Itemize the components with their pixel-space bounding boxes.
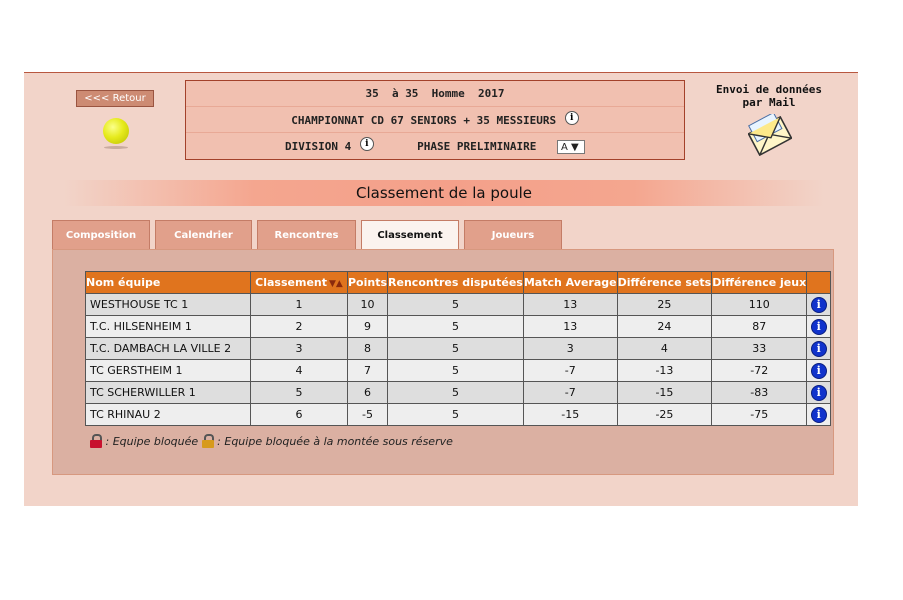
team-rank: 3: [251, 338, 348, 360]
team-diff-games: -75: [712, 404, 807, 426]
team-info-icon[interactable]: i: [811, 319, 827, 335]
table-header-row: [86, 272, 831, 294]
division-info-icon[interactable]: i: [360, 137, 374, 151]
sort-arrows-icon[interactable]: ▼▲: [329, 279, 343, 289]
team-rank: 2: [251, 316, 348, 338]
team-diff-games: 33: [712, 338, 807, 360]
tab-joueurs[interactable]: Joueurs: [464, 220, 562, 249]
title-band: [64, 180, 824, 206]
competition-category-text: 35 à 35 Homme 2017: [365, 87, 505, 100]
team-info-icon[interactable]: i: [811, 341, 827, 357]
col-header-points-label: Points: [348, 276, 388, 289]
team-points: 10: [348, 294, 388, 316]
team-points: 7: [348, 360, 388, 382]
team-played: 5: [388, 360, 524, 382]
team-info-cell: [807, 404, 831, 426]
phase-label: PHASE PRELIMINAIRE: [417, 140, 537, 153]
table-row: [86, 338, 831, 360]
tab-calendrier[interactable]: Calendrier: [155, 220, 252, 249]
team-diff-sets: -13: [617, 360, 712, 382]
team-info-cell: [807, 360, 831, 382]
team-points: 8: [348, 338, 388, 360]
team-played: 5: [388, 382, 524, 404]
team-diff-games: -72: [712, 360, 807, 382]
team-points: -5: [348, 404, 388, 426]
page-title: Classement de la poule: [356, 184, 532, 202]
team-info-cell: [807, 294, 831, 316]
team-played: 5: [388, 294, 524, 316]
championship-name: CHAMPIONNAT CD 67 SENIORS + 35 MESSIEURS: [291, 114, 557, 127]
team-match-average: 3: [523, 338, 617, 360]
team-name: WESTHOUSE TC 1: [86, 294, 251, 316]
header-separator: [186, 106, 684, 107]
team-match-average: 13: [523, 316, 617, 338]
team-match-average: 13: [523, 294, 617, 316]
tennis-ball-shadow: [104, 146, 128, 149]
team-played: 5: [388, 338, 524, 360]
col-header-points: [348, 272, 388, 294]
team-match-average: -15: [523, 404, 617, 426]
team-played: 5: [388, 404, 524, 426]
col-header-team: [86, 272, 251, 294]
team-name: TC RHINAU 2: [86, 404, 251, 426]
team-info-icon[interactable]: i: [811, 297, 827, 313]
back-button[interactable]: <<< Retour: [76, 90, 154, 107]
team-diff-sets: 24: [617, 316, 712, 338]
header-separator: [186, 132, 684, 133]
col-header-rank[interactable]: [251, 272, 348, 294]
col-header-info: [807, 272, 831, 294]
team-name: T.C. DAMBACH LA VILLE 2: [86, 338, 251, 360]
team-info-cell: [807, 382, 831, 404]
send-data-mail-label: [704, 83, 834, 109]
team-diff-sets: 25: [617, 294, 712, 316]
team-name: TC GERSTHEIM 1: [86, 360, 251, 382]
col-header-diff-games: [712, 272, 807, 294]
col-header-diff-sets-label: Différence sets: [617, 276, 712, 289]
team-points: 9: [348, 316, 388, 338]
tab-classement[interactable]: Classement: [361, 220, 459, 250]
team-rank: 5: [251, 382, 348, 404]
team-diff-games: 87: [712, 316, 807, 338]
team-rank: 1: [251, 294, 348, 316]
col-header-played: [388, 272, 524, 294]
table-row: [86, 404, 831, 426]
competition-header: [185, 80, 685, 160]
team-diff-sets: 4: [617, 338, 712, 360]
team-diff-games: -83: [712, 382, 807, 404]
team-rank: 4: [251, 360, 348, 382]
col-header-played-label: Rencontres disputées: [388, 276, 523, 289]
tab-composition[interactable]: Composition: [52, 220, 150, 249]
col-header-diff-sets: [617, 272, 712, 294]
team-played: 5: [388, 316, 524, 338]
red-lock-icon: [90, 434, 102, 448]
tab-rencontres[interactable]: Rencontres: [257, 220, 356, 249]
team-diff-games: 110: [712, 294, 807, 316]
col-header-diff-games-label: Différence jeux: [712, 276, 807, 289]
table-row: [86, 360, 831, 382]
team-info-icon[interactable]: i: [811, 385, 827, 401]
table-row: [86, 316, 831, 338]
legend-blocked-text: : Equipe bloquée: [105, 435, 199, 448]
standings-table: [85, 271, 831, 426]
team-info-cell: [807, 338, 831, 360]
col-header-team-label: Nom équipe: [86, 276, 161, 289]
team-info-cell: [807, 316, 831, 338]
table-row: [86, 382, 831, 404]
team-match-average: -7: [523, 360, 617, 382]
lock-legend: [90, 434, 453, 448]
table-row: [86, 294, 831, 316]
col-header-rank-label: Classement: [255, 276, 327, 289]
team-match-average: -7: [523, 382, 617, 404]
mail-line-1: Envoi de données: [716, 83, 822, 96]
col-header-match-average-label: Match Average: [523, 276, 617, 289]
division-label: DIVISION 4: [285, 140, 352, 153]
tennis-ball-icon: [103, 118, 129, 144]
championship-info-icon[interactable]: i: [565, 111, 579, 125]
envelope-icon[interactable]: [748, 114, 792, 156]
team-name: T.C. HILSENHEIM 1: [86, 316, 251, 338]
team-points: 6: [348, 382, 388, 404]
main-frame: [24, 72, 858, 506]
gold-lock-icon: [202, 434, 214, 448]
division-row: [186, 137, 684, 154]
col-header-match-average: [523, 272, 617, 294]
standings-panel: [52, 249, 834, 475]
team-diff-sets: -25: [617, 404, 712, 426]
phase-select[interactable]: A ▼: [557, 140, 585, 154]
championship-row: [186, 111, 684, 127]
team-rank: 6: [251, 404, 348, 426]
team-info-icon[interactable]: i: [811, 363, 827, 379]
legend-blocked-reserve-text: : Equipe bloquée à la montée sous réserve: [217, 435, 453, 448]
team-diff-sets: -15: [617, 382, 712, 404]
mail-line-2: par Mail: [742, 96, 796, 109]
team-info-icon[interactable]: i: [811, 407, 827, 423]
team-name: TC SCHERWILLER 1: [86, 382, 251, 404]
competition-category: [186, 87, 684, 100]
